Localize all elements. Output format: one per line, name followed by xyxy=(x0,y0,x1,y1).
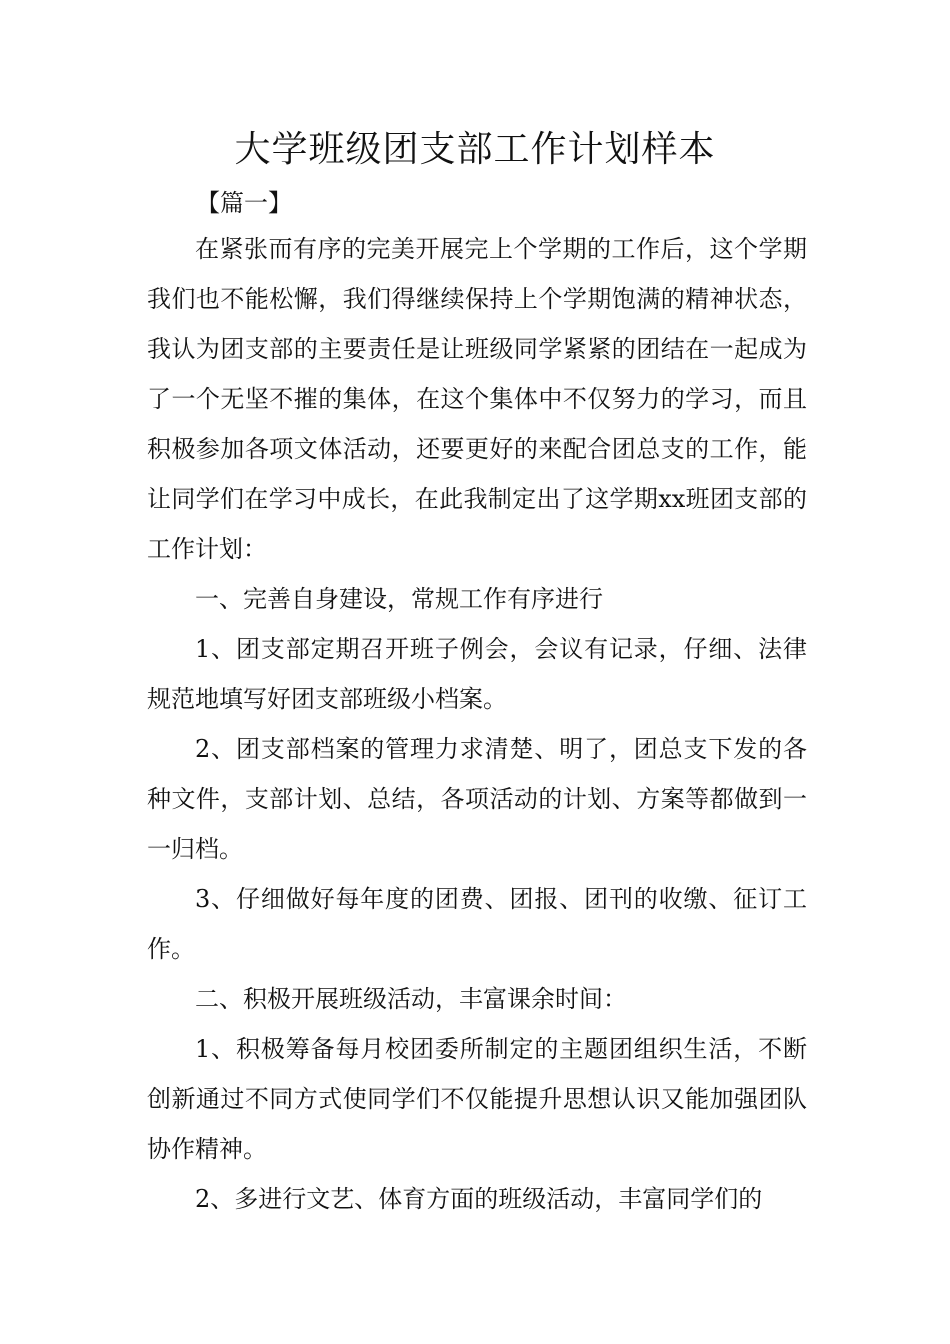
section-heading: 一、完善自身建设，常规工作有序进行 xyxy=(195,585,603,613)
document-title: 大学班级团支部工作计划样本 xyxy=(234,129,716,170)
paragraph: 1、积极筹备每月校团委所制定的主题团组织生活，不断创新通过不同方式使同学们不仅能提升思想认识又能加强团队协作精神。 xyxy=(147,1035,807,1163)
paragraph: 2、团支部档案的管理力求清楚、明了，团总支下发的各种文件，支部计划、总结，各项活动的计划、方案等都做到一一归档。 xyxy=(147,735,807,863)
section-heading: 二、积极开展班级活动，丰富课余时间： xyxy=(195,985,627,1013)
paragraph: 在紧张而有序的完美开展完上个学期的工作后，这个学期我们也不能松懈，我们得继续保持上个学期饱满的精神状态，我认为团支部的主要责任是让班级同学紧紧的团结在一起成为了一个无坚不摧的集体，在这个集体中不仅努力的学习，而且积极参加各项文体活动，还要更好的来配合团总支的工作，能让同学们在学习中成长，在此我制定出了这学期xx班团支部的工作计划： xyxy=(147,235,807,563)
paragraph: 3、仔细做好每年度的团费、团报、团刊的收缴、征订工作。 xyxy=(147,885,807,963)
document-body xyxy=(147,224,807,1224)
paragraph: 2、多进行文艺、体育方面的班级活动，丰富同学们的 xyxy=(195,1185,763,1213)
section-label: 【篇一】 xyxy=(196,189,292,217)
paragraph: 1、团支部定期召开班子例会，会议有记录，仔细、法律规范地填写好团支部班级小档案。 xyxy=(147,635,807,713)
